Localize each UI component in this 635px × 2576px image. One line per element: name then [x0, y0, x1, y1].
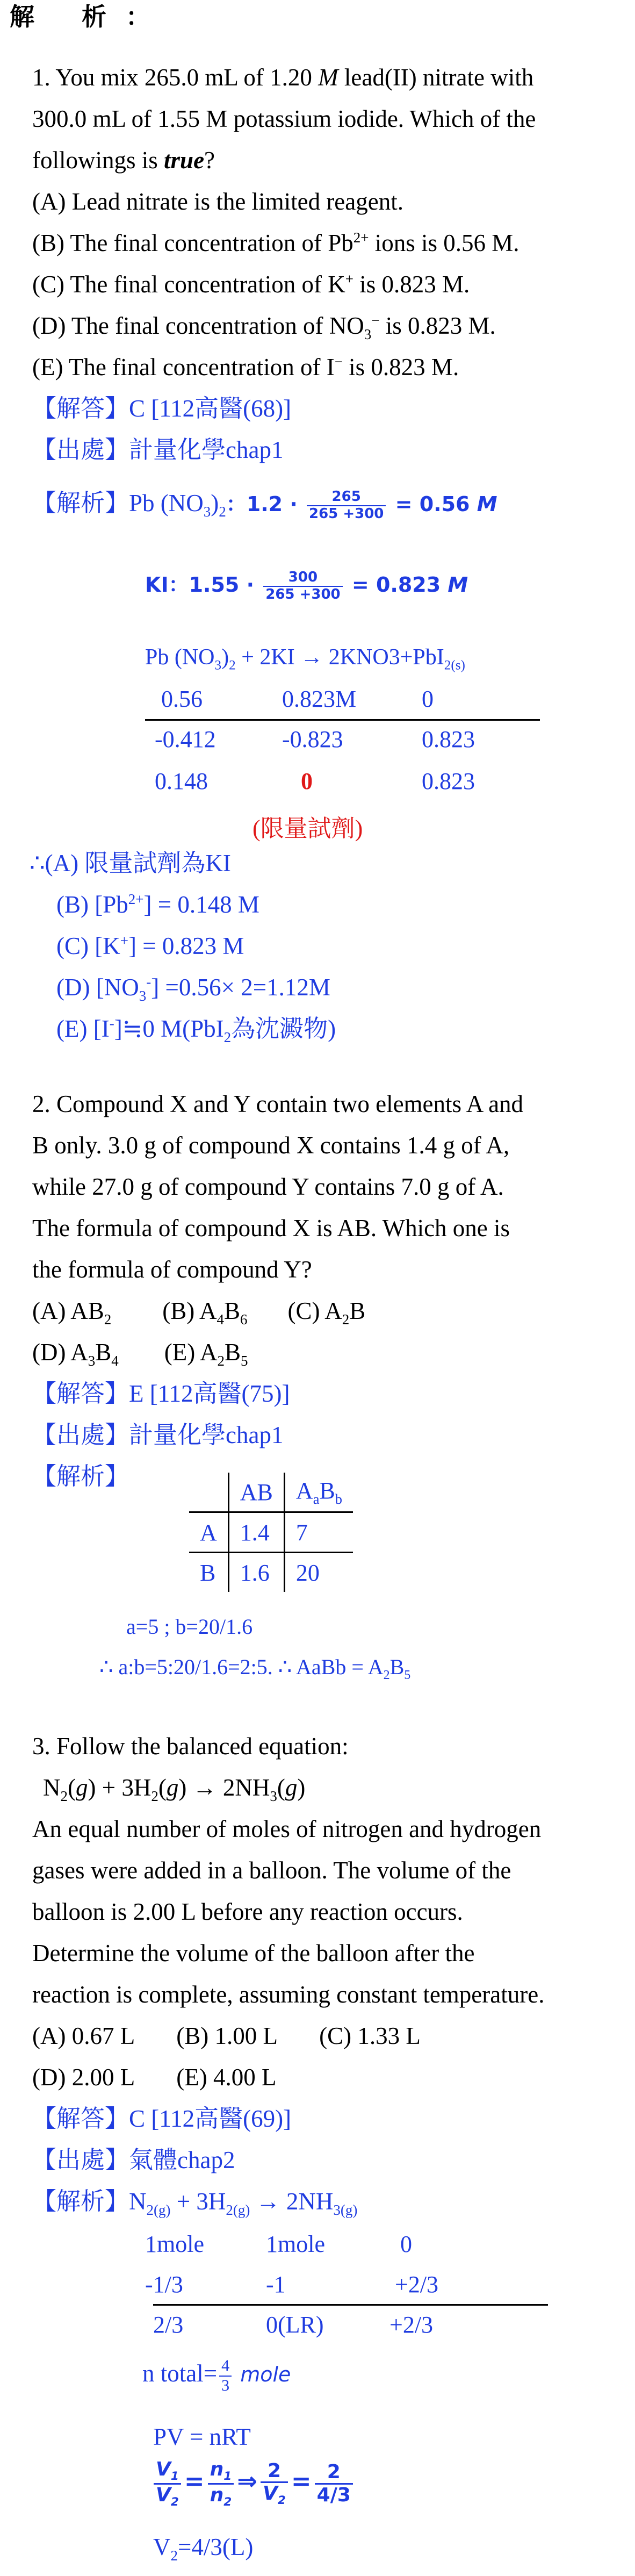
fraction-ki: $\frac{300}{265 +300}$ — [263, 570, 342, 603]
q1-expl-pb: 【解析】Pb $(NO_3)_2$：1.2 · $\frac{265}{265 +300}$ = 0.56 M — [32, 489, 497, 522]
q1-conclusion-a: ∴(A) 限量試劑為KI — [30, 850, 231, 877]
q1-row2-c3: 0.823 — [422, 726, 475, 752]
q3-row3-c3: +2/3 — [389, 2312, 434, 2338]
q3-equation: $N_2(g) + 3H_2(g) \to 2NH_3(g)$ — [43, 1774, 306, 1804]
page-heading: 解 析： — [10, 2, 170, 31]
q1-row3-c1: 0.148 — [155, 768, 208, 794]
q2-options-row1 — [32, 1298, 365, 1328]
q1-limiting-label: (限量試劑) — [252, 815, 363, 842]
q1-conclusion-c: (C) [K+] = 0.823 M — [56, 932, 244, 959]
q1-stem-line2: 300.0 mL of 1.55 M potassium iodide. Which of the — [32, 105, 536, 132]
q2-option-d: (D) $A_3B_4$ — [32, 1339, 119, 1369]
q1-conclusion-d: (D) $[NO_3^-] =0.56\times 2=1.12M$ — [56, 974, 330, 1004]
q3-stem-line1: 3. Follow the balanced equation: — [32, 1733, 349, 1760]
q2-option-a: (A) $AB_2$ — [32, 1297, 112, 1328]
q1-table-rule — [145, 719, 540, 721]
q1-conclusion-b: (B) $[Pb^{2+}] = 0.148$ M — [56, 891, 259, 918]
q1-option-d: (D) The final concentration of $NO_3^-$ is 0.823 M. — [32, 312, 496, 342]
q3-ratio: $\frac{V_1}{V_2}$ = $\frac{n_1}{n_2}$ ⇒ $\frac{2}{V_2}$ = $\frac{2}{4/3}$ — [150, 2459, 356, 2509]
q1-option-c: (C) The final concentration of K+ is 0.823 M. — [32, 271, 470, 298]
q3-final-volume: $V_2=4/3(L)$ — [153, 2534, 254, 2564]
q1-answer: 【解答】C [112高醫(68)] — [32, 395, 292, 422]
q2-option-b: (B) $A_4B_6$ — [162, 1297, 248, 1328]
q1-expl-ki: KI：1.55 · $\frac{300}{265 +300}$ = 0.823 M — [145, 569, 468, 602]
q1-source: 【出處】計量化學chap1 — [32, 436, 284, 463]
q2-mass-table: AB $A_aB_b$ A 1.4 7 B 1.6 20 — [189, 1473, 353, 1592]
q3-row1-c3: 0 — [400, 2231, 412, 2257]
q3-row2-c3: +2/3 — [395, 2271, 439, 2298]
q1-row3-c2: 0 — [301, 768, 313, 794]
q2-stem-line1: 2. Compound X and Y contain two elements A and — [32, 1090, 524, 1117]
q3-row3-c2: 0(LR) — [266, 2312, 324, 2338]
q2-stem-line3: while 27.0 g of compound Y contains 7.0 g of A. — [32, 1173, 504, 1200]
q2-option-c: (C) $A_2B$ — [287, 1297, 366, 1328]
q3-row2-c1: -1/3 — [145, 2271, 183, 2298]
q3-row3-c1: 2/3 — [153, 2312, 184, 2338]
q1-conclusion-e: (E) [I-]≒0 M(PbI$_2$為沈澱物) — [56, 1015, 336, 1045]
q3-source: 【出處】氣體chap2 — [32, 2147, 235, 2173]
q1-row1-c1: 0.56 — [161, 686, 203, 712]
q3-table-rule — [153, 2304, 548, 2306]
q1-row2-c1: -0.412 — [155, 726, 216, 752]
q2-calc-line1: a=5 ; b=20/1.6 — [126, 1615, 253, 1639]
q3-options-row1: (A) 0.67 L (B) 1.00 L (C) 1.33 L — [32, 2022, 421, 2049]
q3-stem-line6: reaction is complete, assuming constant temperature. — [32, 1981, 545, 2008]
q3-row1-c1: 1mole — [145, 2231, 204, 2257]
q1-row1-c2: 0.823M — [282, 686, 357, 712]
q2-stem-line4: The formula of compound X is AB. Which one is — [32, 1215, 510, 1242]
q3-options-row2: (D) 2.00 L (E) 4.00 L — [32, 2064, 277, 2091]
q2-options-row2 — [32, 1339, 248, 1369]
q1-row1-c3: 0 — [422, 686, 434, 712]
q1-row2-c2: -0.823 — [282, 726, 343, 752]
q3-ntotal: n total= $\frac{4}{3}$ mole — [142, 2357, 291, 2394]
q1-option-b: (B) The final concentration of $Pb^{2+}$ ions is 0.56 M. — [32, 229, 519, 256]
q3-row1-c2: 1mole — [266, 2231, 325, 2257]
q1-row3-c3: 0.823 — [422, 768, 475, 794]
q3-expl-reaction: 【解析】$N_{2(g)} + 3H_{2(g)} \to 2NH_{3(g)}$ — [32, 2188, 358, 2218]
fraction-pb: $\frac{265}{265 +300}$ — [307, 489, 386, 522]
q1-stem-line3: followings is true? — [32, 147, 215, 174]
q2-calc-line2: ∴ a:b=5:20/1.6=2:5. ∴ AaBb = $A_2B_5$ — [99, 1655, 411, 1682]
q3-stem-line3: gases were added in a balloon. The volume of the — [32, 1857, 511, 1884]
q1-reaction-header: Pb $(NO_3)_2 + 2KI \to 2KNO3+PbI_{2(s)}$ — [145, 645, 465, 673]
q2-stem-line5: the formula of compound Y? — [32, 1256, 312, 1283]
q3-stem-line5: Determine the volume of the balloon after the — [32, 1940, 475, 1967]
q2-stem-line2: B only. 3.0 g of compound X contains 1.4 g of A, — [32, 1132, 510, 1159]
q2-expl-label: 【解析】 — [32, 1463, 129, 1490]
q1-stem-line1: 1. You mix 265.0 mL of 1.20 M lead(II) nitrate with — [32, 64, 534, 91]
q3-ideal-gas: PV = nRT — [153, 2423, 251, 2450]
q1-option-a: (A) Lead nitrate is the limited reagent. — [32, 188, 403, 215]
q3-stem-line4: balloon is 2.00 L before any reaction occurs. — [32, 1898, 463, 1925]
q3-stem-line2: An equal number of moles of nitrogen and hydrogen — [32, 1816, 542, 1842]
q2-option-e: (E) $A_2B_5$ — [164, 1339, 248, 1369]
q1-option-e: (E) The final concentration of I− is 0.823 M. — [32, 354, 459, 381]
q2-source: 【出處】計量化學chap1 — [32, 1422, 284, 1448]
q3-row2-c2: -1 — [266, 2271, 286, 2298]
q2-answer: 【解答】E [112高醫(75)] — [32, 1380, 290, 1407]
q3-answer: 【解答】C [112高醫(69)] — [32, 2105, 292, 2132]
